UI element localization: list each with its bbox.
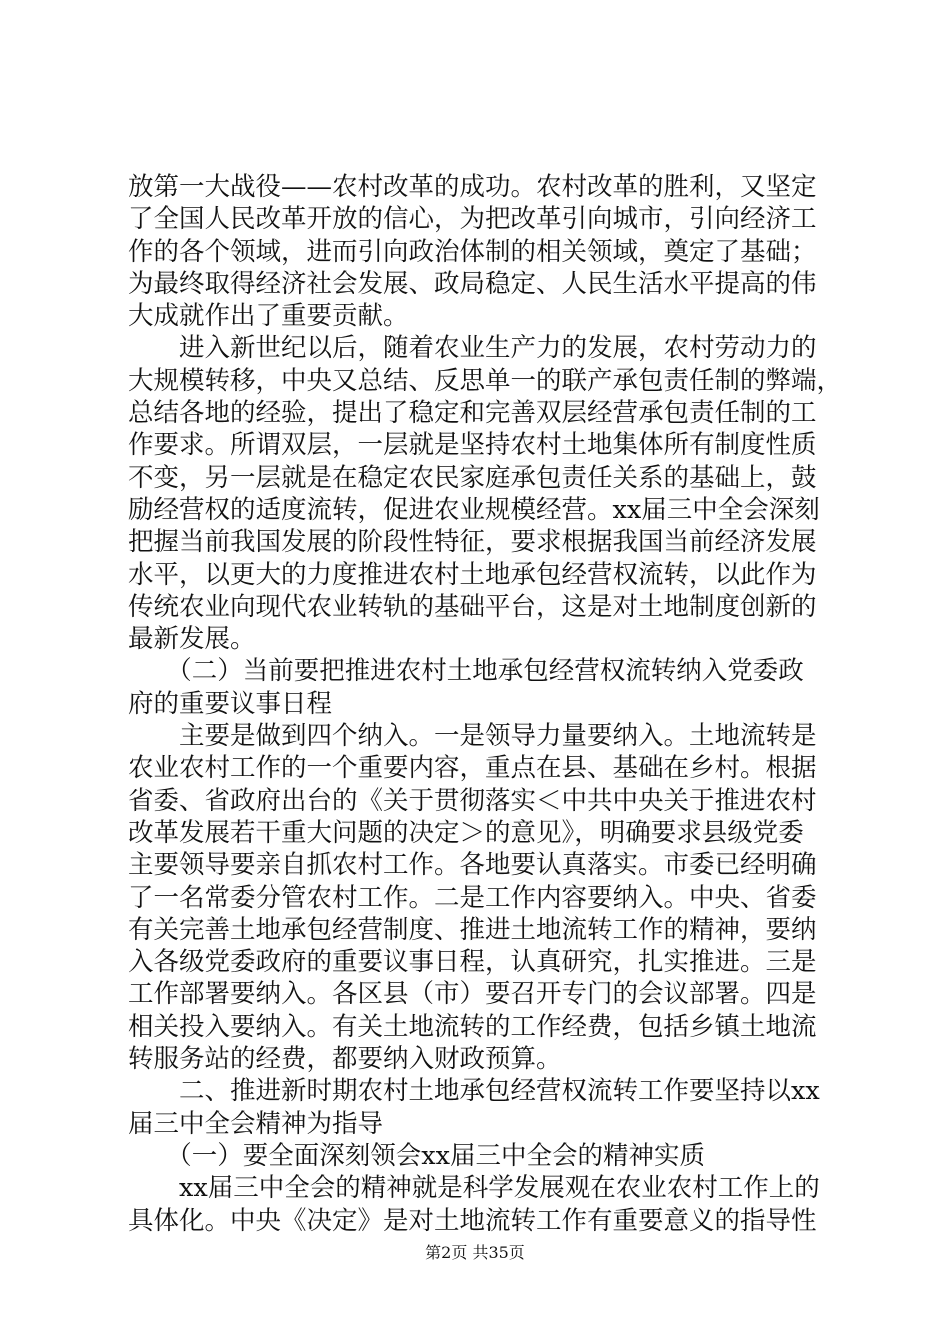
body-text-line: 大规模转移，中央又总结、反思单一的联产承包责任制的弊端，: [128, 365, 843, 396]
body-text-line: 了一名常委分管农村工作。二是工作内容要纳入。中央、省委: [128, 882, 817, 913]
body-text-line: 工作部署要纳入。各区县（市）要召开专门的会议部署。四是: [128, 979, 817, 1010]
body-text-line: 水平，以更大的力度推进农村土地承包经营权流转，以此作为: [128, 559, 817, 590]
page-footer: 第2页 共35页: [425, 1243, 525, 1262]
body-text-line: 不变，另一层就是在稳定农民家庭承包责任关系的基础上，鼓: [128, 462, 817, 493]
body-text-line: （一）要全面深刻领会xx届三中全会的精神实质: [128, 1140, 706, 1171]
body-text-line: 有关完善土地承包经营制度、推进土地流转工作的精神，要纳: [128, 914, 817, 945]
body-text-line: 省委、省政府出台的《关于贯彻落实＜中共中央关于推进农村: [128, 785, 817, 816]
body-text-line: 转服务站的经费，都要纳入财政预算。: [128, 1044, 562, 1075]
body-text-line: 农业农村工作的一个重要内容，重点在县、基础在乡村。根据: [128, 753, 817, 784]
body-text-line: 总结各地的经验，提出了稳定和完善双层经营承包责任制的工: [128, 398, 817, 429]
body-text-line: 入各级党委政府的重要议事日程，认真研究，扎实推进。三是: [128, 947, 817, 978]
body-text-line: 励经营权的适度流转，促进农业规模经营。xx届三中全会深刻: [128, 494, 820, 525]
document-body: [128, 171, 843, 1237]
body-text-line: 大成就作出了重要贡献。: [128, 301, 409, 332]
body-text-line: 具体化。中央《决定》是对土地流转工作有重要意义的指导性: [128, 1205, 817, 1236]
body-text-line: xx届三中全会的精神就是科学发展观在农业农村工作上的: [128, 1173, 820, 1204]
body-text-line: 相关投入要纳入。有关土地流转的工作经费，包括乡镇土地流: [128, 1011, 817, 1042]
body-text-line: 把握当前我国发展的阶段性特征，要求根据我国当前经济发展: [128, 527, 817, 558]
body-text-line: 为最终取得经济社会发展、政局稳定、人民生活水平提高的伟: [128, 268, 817, 299]
body-text-line: 了全国人民改革开放的信心，为把改革引向城市，引向经济工: [128, 204, 817, 235]
body-text-line: 作的各个领域，进而引向政治体制的相关领域，奠定了基础；: [128, 236, 817, 267]
body-text-line: 改革发展若干重大问题的决定＞的意见》，明确要求县级党委: [128, 817, 804, 848]
body-text-line: 届三中全会精神为指导: [128, 1108, 384, 1139]
body-text-line: 放第一大战役——农村改革的成功。农村改革的胜利，又坚定: [128, 172, 817, 202]
body-text-line: 作要求。所谓双层，一层就是坚持农村土地集体所有制度性质: [128, 430, 817, 461]
body-text-line: 主要领导要亲自抓农村工作。各地要认真落实。市委已经明确: [128, 850, 817, 881]
body-text-line: 府的重要议事日程: [128, 688, 333, 719]
body-text-line: 二、推进新时期农村土地承包经营权流转工作要坚持以xx: [128, 1076, 820, 1107]
body-text-line: 传统农业向现代农业转轨的基础平台，这是对土地制度创新的: [128, 591, 817, 622]
body-text-line: （二）当前要把推进农村土地承包经营权流转纳入党委政: [128, 656, 804, 687]
body-text-line: 最新发展。: [128, 624, 256, 655]
body-text-line: 进入新世纪以后，随着农业生产力的发展，农村劳动力的: [128, 333, 817, 364]
body-text-line: 主要是做到四个纳入。一是领导力量要纳入。土地流转是: [128, 721, 817, 752]
